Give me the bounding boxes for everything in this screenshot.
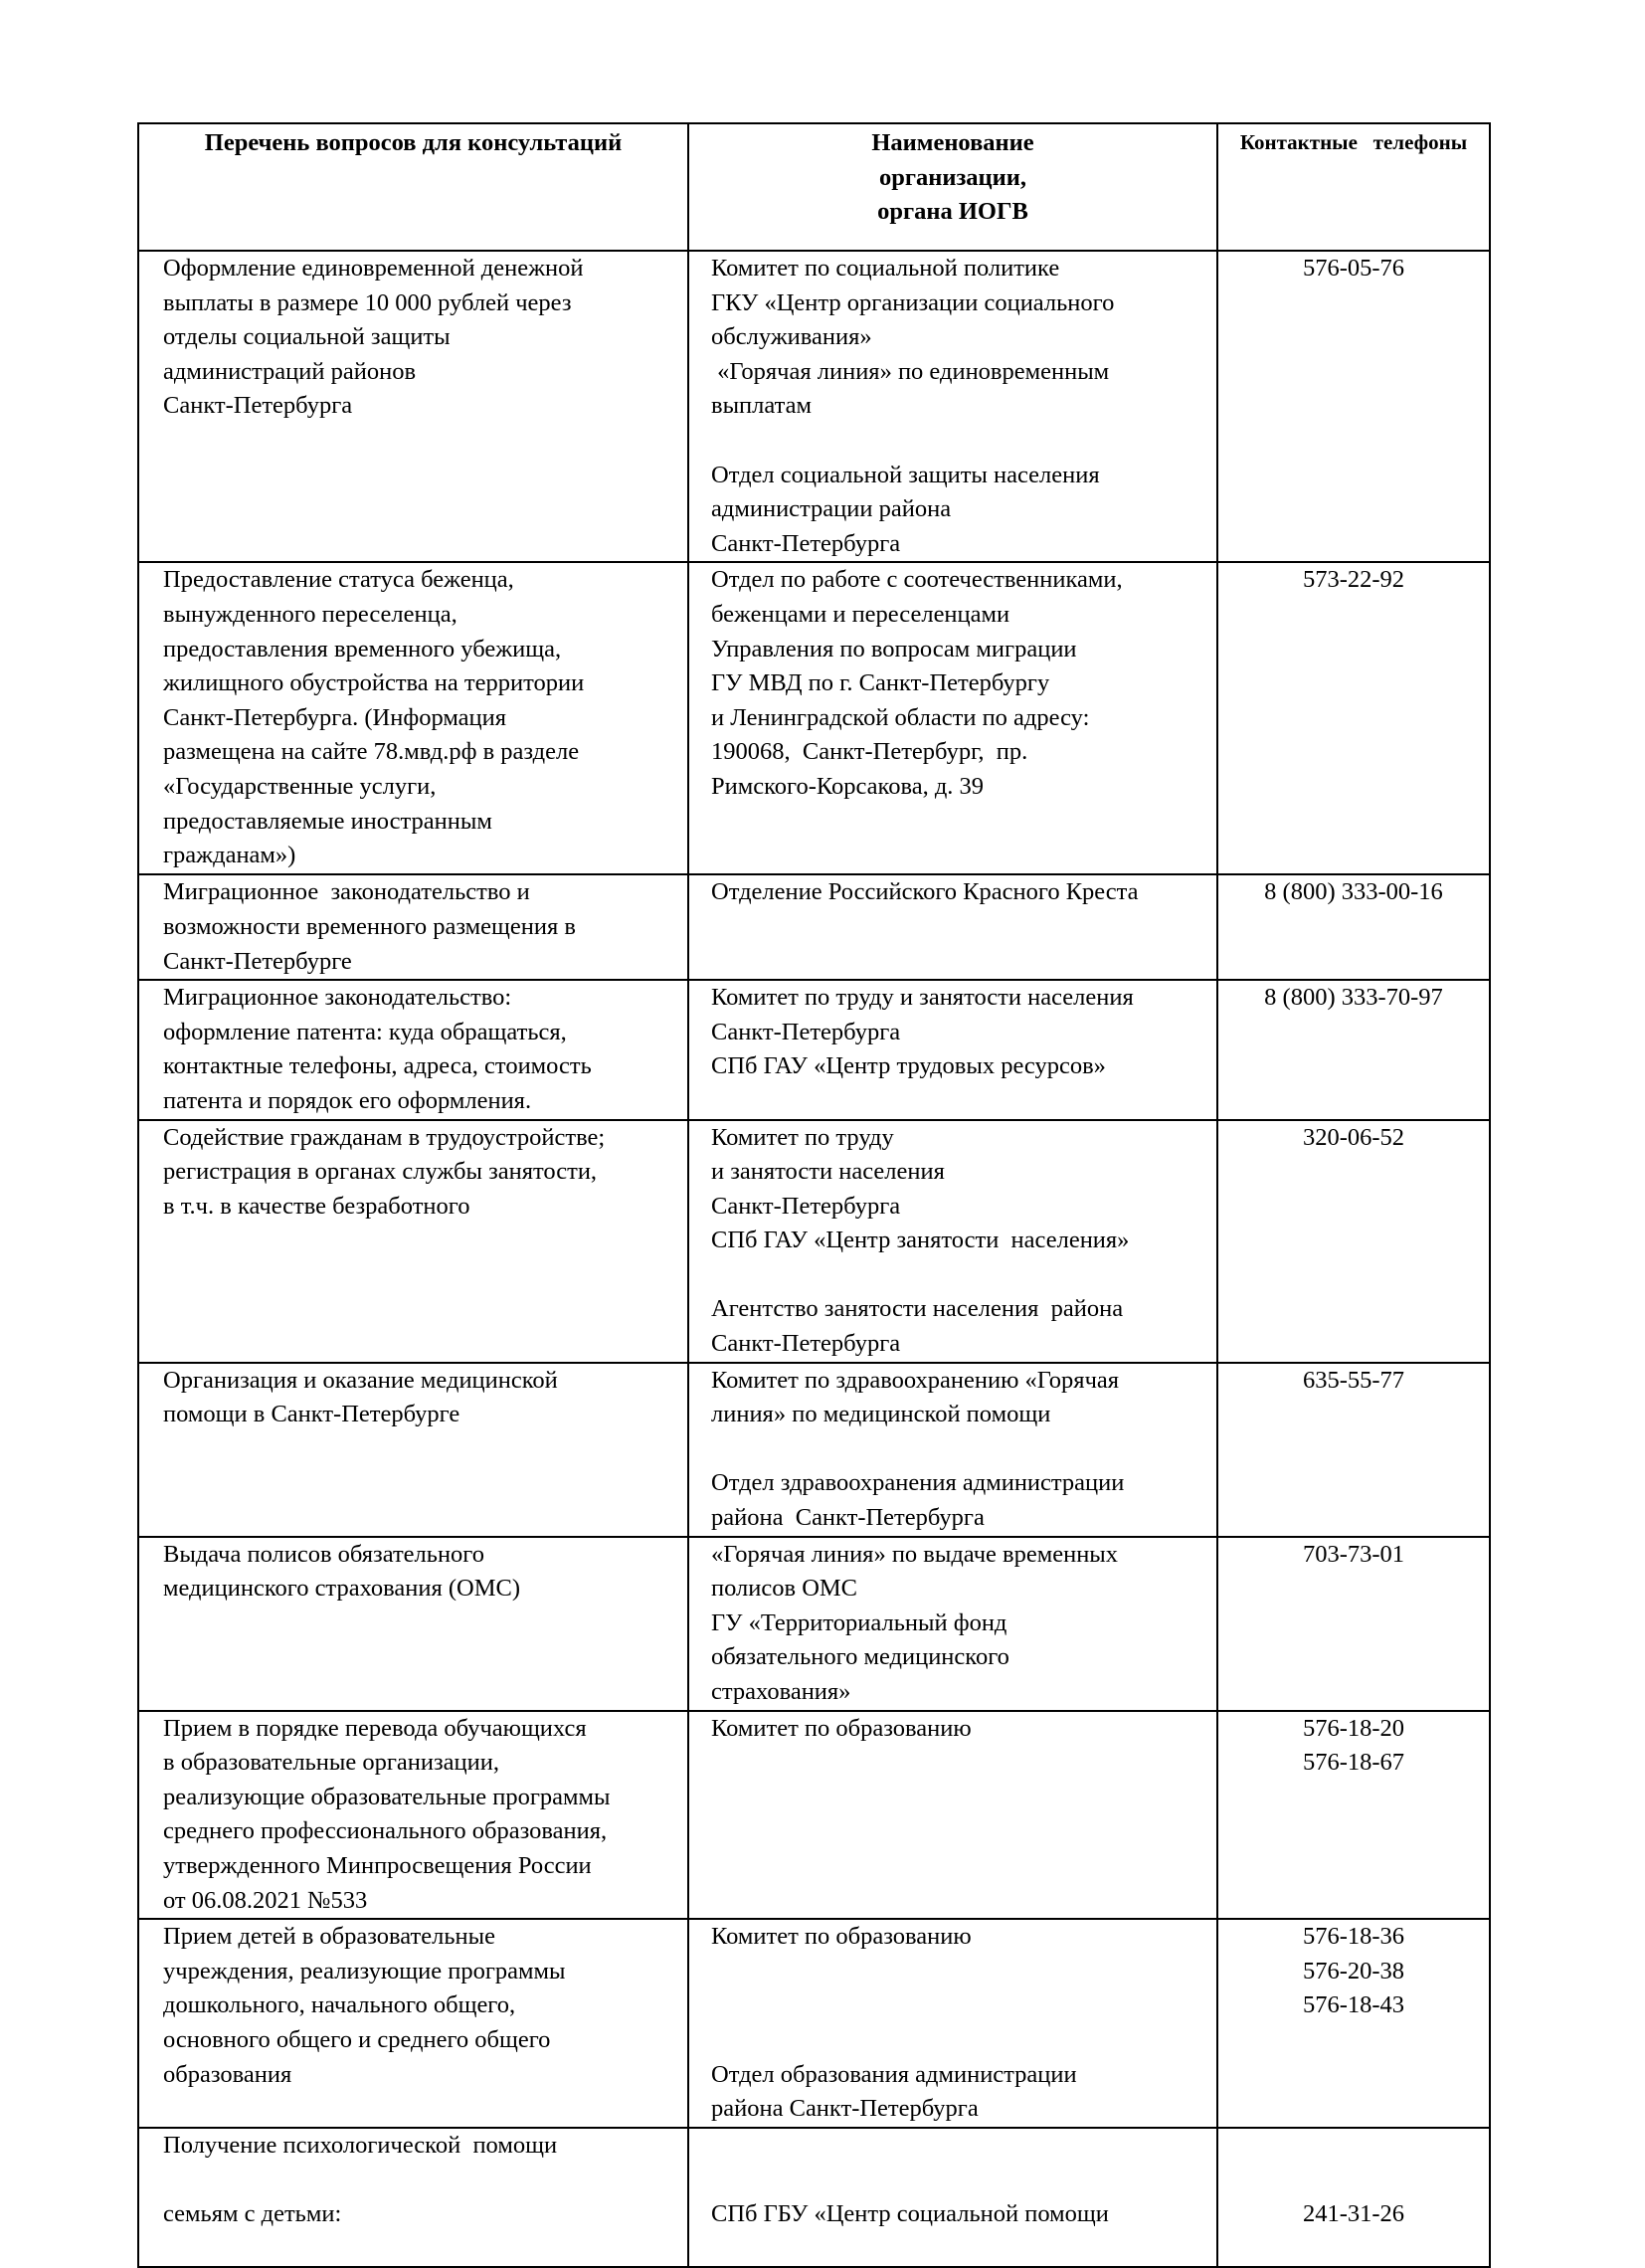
question-cell — [138, 1537, 688, 1711]
cell-text-line: Отдел социальной защиты населения — [711, 461, 1100, 488]
cell-text-line: предоставляемые иностранным — [163, 807, 492, 835]
cell-text-line: в образовательные организации, — [163, 1749, 500, 1777]
blank-line — [711, 2163, 1208, 2197]
cell-text-line: Санкт-Петербурга. (Информация — [163, 703, 507, 731]
cell-text-line: отделы социальной защиты — [163, 323, 451, 351]
table-row — [138, 980, 1490, 1119]
cell-text-line: Комитет по социальной политике — [711, 255, 1060, 282]
cell-text-line: Получение психологической помощи — [163, 2131, 558, 2159]
phone-cell — [1217, 980, 1490, 1119]
phone-cell — [1217, 874, 1490, 980]
header-organization-line: Наименование — [871, 129, 1034, 156]
table-header-row — [138, 123, 1490, 251]
cell-text-line: медицинского страхования (ОМС) — [163, 1575, 521, 1603]
cell-text-line: Прием детей в образовательные — [163, 1923, 495, 1951]
cell-text-line: Отдел здравоохранения администрации — [711, 1469, 1125, 1497]
cell-text-line: патента и порядок его оформления. — [163, 1086, 532, 1114]
cell-text-line: Римского-Корсакова, д. 39 — [711, 772, 985, 800]
cell-text-line: Комитет по здравоохранению «Горячая — [711, 1366, 1120, 1394]
cell-text-line: Санкт-Петербурга — [711, 1192, 901, 1220]
table-row — [138, 2128, 1490, 2267]
organization-cell — [688, 1711, 1217, 1920]
cell-text-line: Санкт-Петербурга — [711, 1018, 901, 1045]
phone-number: 576-05-76 — [1302, 255, 1405, 282]
cell-text-line: Комитет по образованию — [711, 1923, 972, 1951]
phone-number: 241-31-26 — [1302, 2199, 1405, 2227]
cell-text-line: Миграционное законодательство и — [163, 878, 530, 906]
table-row — [138, 1711, 1490, 1920]
question-cell — [138, 874, 688, 980]
phone-cell — [1217, 1120, 1490, 1363]
question-cell — [138, 1363, 688, 1537]
cell-text-line: Комитет по труду — [711, 1123, 894, 1151]
blank-line — [1218, 2129, 1489, 2164]
blank-line — [711, 1432, 1208, 1467]
cell-text-line: Организация и оказание медицинской — [163, 1366, 558, 1394]
cell-text-line: 190068, Санкт-Петербург, пр. — [711, 738, 1028, 766]
phone-cell — [1217, 562, 1490, 874]
question-cell — [138, 1919, 688, 2128]
blank-line — [711, 1258, 1208, 1293]
cell-text-line: Санкт-Петербурга — [711, 1330, 901, 1358]
cell-text-line: образования — [163, 2060, 292, 2088]
header-organization-line: организации, — [878, 163, 1027, 191]
cell-text-line: Санкт-Петербурга — [163, 392, 353, 420]
table-row — [138, 1363, 1490, 1537]
cell-text-line: Отдел образования администрации — [711, 2060, 1077, 2088]
cell-text-line: Предоставление статуса беженца, — [163, 566, 514, 594]
blank-line — [163, 2163, 679, 2197]
phone-cell — [1217, 2128, 1490, 2267]
organization-cell — [688, 2128, 1217, 2267]
cell-text-line: администрации района — [711, 495, 952, 523]
question-cell — [138, 251, 688, 562]
phone-number: 576-18-20 — [1302, 1714, 1405, 1742]
organization-cell — [688, 1120, 1217, 1363]
cell-text-line: беженцами и переселенцами — [711, 600, 1010, 628]
phone-cell — [1217, 1919, 1490, 2128]
cell-text-line: линия» по медицинской помощи — [711, 1401, 1051, 1428]
question-cell — [138, 1711, 688, 1920]
cell-text-line: основного общего и среднего общего — [163, 2026, 551, 2053]
cell-text-line: Комитет по образованию — [711, 1714, 972, 1742]
phone-number: 635-55-77 — [1302, 1366, 1405, 1394]
cell-text-line: регистрация в органах службы занятости, — [163, 1158, 598, 1186]
cell-text-line: «Горячая линия» по выдаче временных — [711, 1540, 1119, 1568]
cell-text-line: учреждения, реализующие программы — [163, 1957, 566, 1984]
phone-number: 8 (800) 333-70-97 — [1264, 984, 1443, 1012]
cell-text-line: предоставления временного убежища, — [163, 635, 562, 662]
table-row — [138, 874, 1490, 980]
header-phones-text: Контактные телефоны — [1239, 130, 1468, 154]
cell-text-line: ГКУ «Центр организации социального — [711, 288, 1115, 316]
question-cell — [138, 2128, 688, 2267]
question-cell — [138, 1120, 688, 1363]
cell-text-line: гражданам») — [163, 842, 296, 869]
table-row — [138, 251, 1490, 562]
blank-line — [711, 424, 1208, 459]
cell-text-line: Оформление единовременной денежной — [163, 255, 584, 282]
table-row — [138, 1120, 1490, 1363]
phone-number: 576-20-38 — [1302, 1957, 1405, 1984]
cell-text-line: страхования» — [711, 1678, 851, 1706]
phone-number: 576-18-67 — [1302, 1749, 1405, 1777]
blank-line — [711, 1955, 1208, 1989]
cell-text-line: Миграционное законодательство: — [163, 984, 512, 1012]
question-cell — [138, 562, 688, 874]
header-questions — [138, 123, 688, 251]
table-row — [138, 1537, 1490, 1711]
table-row — [138, 1919, 1490, 2128]
cell-text-line: от 06.08.2021 №533 — [163, 1886, 368, 1914]
phone-number: 576-18-36 — [1302, 1923, 1405, 1951]
cell-text-line: утвержденного Минпросвещения России — [163, 1852, 592, 1880]
cell-text-line: среднего профессионального образования, — [163, 1817, 608, 1845]
phone-cell — [1217, 1363, 1490, 1537]
header-phones — [1217, 123, 1490, 251]
phone-number: 576-18-43 — [1302, 1991, 1405, 2019]
cell-text-line: реализующие образовательные программы — [163, 1783, 611, 1810]
phone-cell — [1217, 1711, 1490, 1920]
blank-line — [1218, 2163, 1489, 2197]
cell-text-line: обслуживания» — [711, 323, 872, 351]
cell-text-line: администраций районов — [163, 357, 417, 385]
cell-text-line: в т.ч. в качестве безработного — [163, 1192, 470, 1220]
cell-text-line: «Государственные услуги, — [163, 772, 437, 800]
cell-text-line: ГУ «Территориальный фонд — [711, 1608, 1007, 1636]
blank-line — [711, 1988, 1208, 2023]
question-cell — [138, 980, 688, 1119]
cell-text-line: «Горячая линия» по единовременным — [711, 357, 1110, 385]
cell-text-line: Отделение Российского Красного Креста — [711, 878, 1139, 906]
header-questions-text: Перечень вопросов для консультаций — [204, 129, 623, 156]
cell-text-line: жилищного обустройства на территории — [163, 669, 585, 697]
cell-text-line: ГУ МВД по г. Санкт-Петербургу — [711, 669, 1050, 697]
organization-cell — [688, 1537, 1217, 1711]
cell-text-line: вынужденного переселенца, — [163, 600, 457, 628]
table-body — [138, 251, 1490, 2267]
table-row — [138, 562, 1490, 874]
organization-cell — [688, 1363, 1217, 1537]
cell-text-line: района Санкт-Петербурга — [711, 2095, 979, 2123]
cell-text-line: Отдел по работе с соотечественниками, — [711, 566, 1123, 594]
cell-text-line: и занятости населения — [711, 1158, 945, 1186]
phone-number: 573-22-92 — [1302, 566, 1405, 594]
cell-text-line: Выдача полисов обязательного — [163, 1540, 484, 1568]
cell-text-line: выплаты в размере 10 000 рублей через — [163, 288, 572, 316]
cell-text-line: Содействие гражданам в трудоустройстве; — [163, 1123, 606, 1151]
organization-cell — [688, 980, 1217, 1119]
blank-line — [711, 2129, 1208, 2164]
cell-text-line: СПб ГАУ «Центр занятости населения» — [711, 1227, 1130, 1254]
cell-text-line: возможности временного размещения в — [163, 912, 576, 940]
header-organization — [688, 123, 1217, 251]
cell-text-line: размещена на сайте 78.мвд.рф в разделе — [163, 738, 580, 766]
cell-text-line: СПб ГБУ «Центр социальной помощи — [711, 2199, 1109, 2227]
organization-cell — [688, 562, 1217, 874]
phone-cell — [1217, 251, 1490, 562]
cell-text-line: семьям с детьми: — [163, 2199, 342, 2227]
cell-text-line: полисов ОМС — [711, 1575, 858, 1603]
cell-text-line: Санкт-Петербурга — [711, 529, 901, 557]
cell-text-line: Прием в порядке перевода обучающихся — [163, 1714, 587, 1742]
phone-cell — [1217, 1537, 1490, 1711]
blank-line — [711, 2023, 1208, 2058]
cell-text-line: Санкт-Петербурге — [163, 947, 352, 975]
cell-text-line: обязательного медицинского — [711, 1643, 1009, 1671]
cell-text-line: оформление патента: куда обращаться, — [163, 1018, 567, 1045]
cell-text-line: и Ленинградской области по адресу: — [711, 703, 1090, 731]
consultation-table — [137, 122, 1491, 2268]
organization-cell — [688, 251, 1217, 562]
organization-cell — [688, 874, 1217, 980]
phone-number: 703-73-01 — [1302, 1540, 1405, 1568]
cell-text-line: Управления по вопросам миграции — [711, 635, 1077, 662]
phone-number: 320-06-52 — [1302, 1123, 1405, 1151]
cell-text-line: дошкольного, начального общего, — [163, 1991, 516, 2019]
phone-number: 8 (800) 333-00-16 — [1264, 878, 1443, 906]
cell-text-line: СПб ГАУ «Центр трудовых ресурсов» — [711, 1052, 1106, 1080]
header-organization-line: органа ИОГВ — [877, 198, 1028, 226]
cell-text-line: помощи в Санкт-Петербурге — [163, 1401, 460, 1428]
cell-text-line: Агентство занятости населения района — [711, 1295, 1124, 1323]
cell-text-line: Комитет по труду и занятости населения — [711, 984, 1134, 1012]
cell-text-line: района Санкт-Петербурга — [711, 1504, 985, 1532]
cell-text-line: выплатам — [711, 392, 812, 420]
cell-text-line: контактные телефоны, адреса, стоимость — [163, 1052, 592, 1080]
organization-cell — [688, 1919, 1217, 2128]
